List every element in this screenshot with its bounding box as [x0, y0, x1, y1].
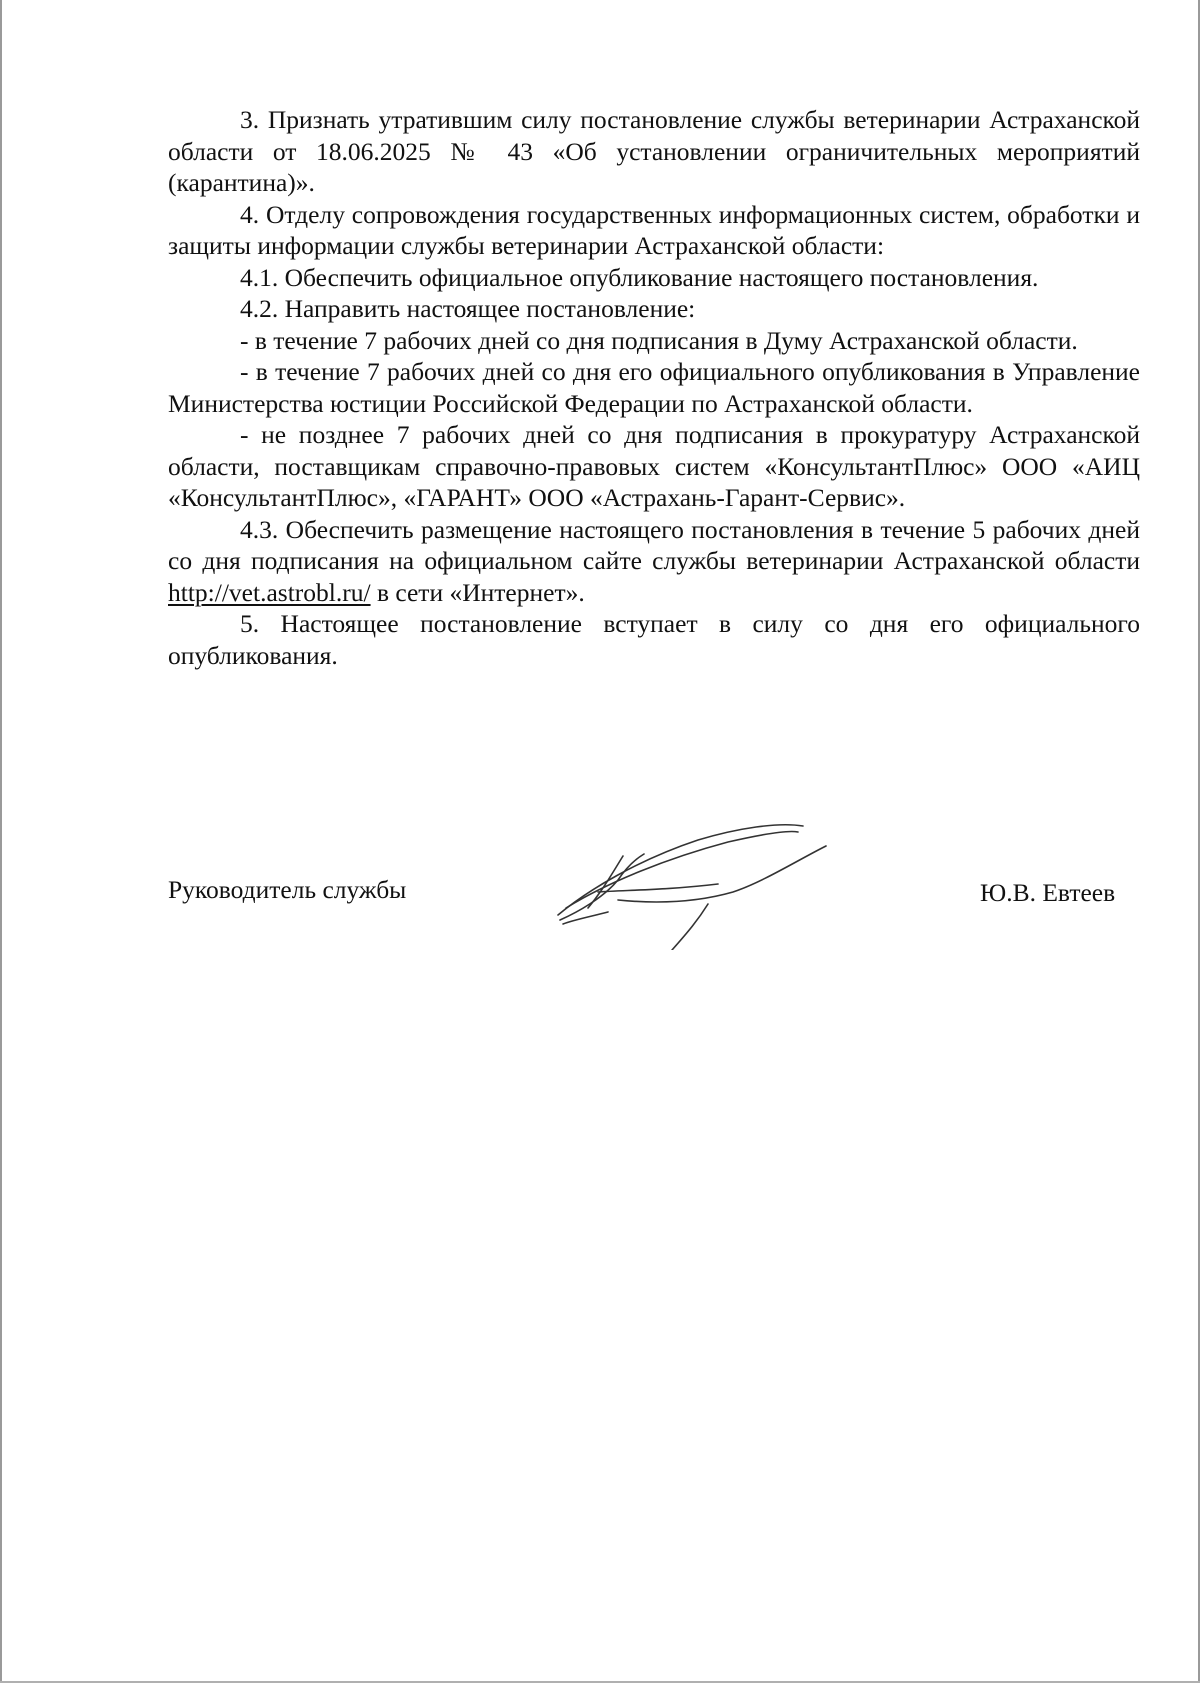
page-edge-left	[0, 0, 2, 1683]
signature-block	[168, 820, 1140, 950]
signer-position: Руководитель службы	[168, 875, 407, 904]
signer-name: Ю.В. Евтеев	[980, 878, 1116, 907]
document-body	[168, 104, 1140, 671]
paragraph-5: 5. Настоящее постановление вступает в силу со дня его официального опубликования.	[168, 609, 1140, 670]
handwritten-signature-icon	[548, 820, 848, 950]
paragraph-4-3	[168, 514, 1140, 609]
paragraph-4: 4. Отделу сопровождения государственных информационных систем, обработки и защиты информации службы ветеринарии Астраханской области:	[168, 199, 1140, 260]
paragraph-3: 3. Признать утратившим силу постановление службы ветеринарии Астраханской области от 18.06.2025 № 43 «Об установлении ограничительных мероприятий (карантина)».	[168, 105, 1140, 197]
paragraph-4-2: 4.2. Направить настоящее постановление:	[240, 294, 696, 323]
list-item-prosecutor: - не позднее 7 рабочих дней со дня подписания в прокуратуру Астраханской области, поставщикам справочно-правовых систем «КонсультантПлюс» ООО «АИЦ «КонсультантПлюс», «ГАРАНТ» ООО «Астрахань-Гарант-Сервис».	[168, 420, 1140, 512]
paragraph-4-3-suffix: в сети «Интернет».	[370, 577, 585, 607]
list-item-duma: - в течение 7 рабочих дней со дня подписания в Думу Астраханской области.	[240, 325, 1078, 355]
paragraph-4-1: 4.1. Обеспечить официальное опубликование настоящего постановления.	[240, 262, 1039, 292]
website-link[interactable]: http://vet.astrobl.ru/	[168, 577, 371, 607]
list-item-ministry-justice: - в течение 7 рабочих дней со дня его официального опубликования в Управление Министерства юстиции Российской Федерации по Астраханской области.	[168, 357, 1140, 418]
paragraph-4-3-text: 4.3. Обеспечить размещение настоящего постановления в течение 5 рабочих дней со дня подписания на официальном сайте службы ветеринарии Астраханской области	[168, 514, 1140, 575]
